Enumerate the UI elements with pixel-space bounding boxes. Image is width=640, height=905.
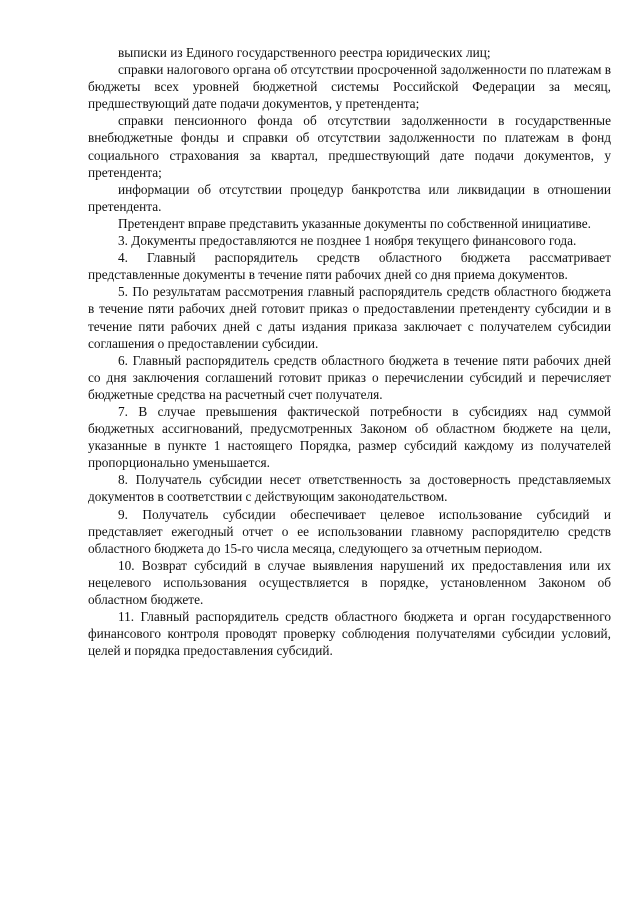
paragraph-extract-egrul: выписки из Единого государственного реестра юридических лиц; [118,45,491,60]
paragraph-bankruptcy-info: информации об отсутствии процедур банкротства или ликвидации в отношении претендента. [88,181,611,214]
paragraph-item-4: 4. Главный распорядитель средств областного бюджета рассматривает представленные документы в течение пяти рабочих дней со дня приема документов. [88,250,611,283]
paragraph-item-3: 3. Документы предоставляются не позднее 1 ноября текущего финансового года. [118,233,577,249]
paragraph-own-initiative: Претендент вправе представить указанные документы по собственной инициативе. [118,215,591,231]
paragraph-item-8: 8. Получатель субсидии несет ответственность за достоверность представляемых документов в соответствии с действующим законодательством. [88,472,611,505]
document-body [88,44,611,659]
paragraph-item-11: 11. Главный распорядитель средств областного бюджета и орган государственного финансового контроля проводят проверку соблюдения получателями субсидии условий, целей и порядка предоставления субсидий. [88,609,611,659]
paragraph-item-9: 9. Получатель субсидии обеспечивает целевое использование субсидий и представляет ежегодный отчет о ее использовании главному распорядителю средств областного бюджета до 15-го числа месяца, следующего за отчетным периодом. [88,506,611,556]
paragraph-pension-certificate: справки пенсионного фонда об отсутствии задолженности в государственные внебюджетные фонды и справки об отсутствии задолженности по платежам в фонд социального страхования за квартал, предшествующий дате подачи документов, у претендента; [88,113,611,180]
paragraph-item-10: 10. Возврат субсидий в случае выявления нарушений их предоставления или их нецелевого использования осуществляется в порядке, установленном Законом об областном бюджете. [88,557,611,607]
paragraph-tax-certificate: справки налогового органа об отсутствии просроченной задолженности по платежам в бюджеты всех уровней бюджетной системы Российской Федерации за месяц, предшествующий дате подачи документов, у претендента; [88,62,611,112]
paragraph-item-7: 7. В случае превышения фактической потребности в субсидиях над суммой бюджетных ассигнований, предусмотренных Законом об областном бюджете на цели, указанные в пункте 1 настоящего Порядка, размер субсидий каждому из получателей пропорционально уменьшается. [88,403,611,471]
paragraph-item-6: 6. Главный распорядитель средств областного бюджета в течение пяти рабочих дней со дня заключения соглашений готовит приказ о перечислении субсидий и перечисляет бюджетные средства на расчетный счет получателя. [88,352,611,402]
paragraph-item-5: 5. По результатам рассмотрения главный распорядитель средств областного бюджета в течение пяти рабочих дней готовит приказ о предоставлении претенденту субсидии и в течение пяти рабочих дней с даты издания приказа заключает с получателем субсидии соглашения о предоставлении субсидии. [88,284,611,351]
